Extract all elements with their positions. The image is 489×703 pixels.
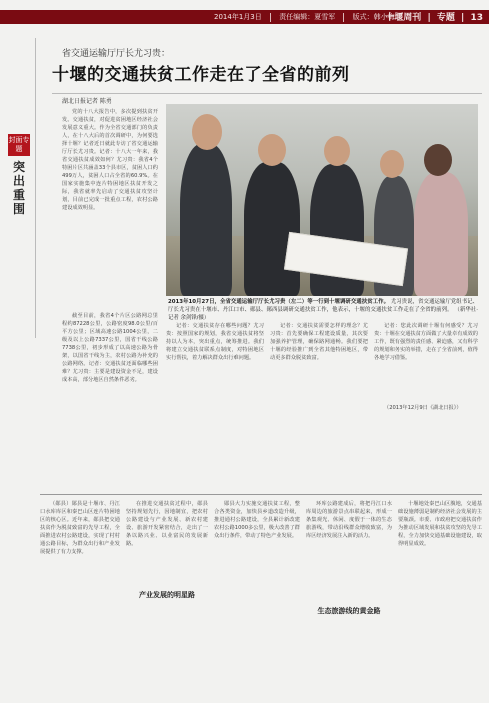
person-head	[324, 136, 350, 166]
header-meta	[214, 12, 395, 22]
section-divider	[40, 494, 482, 495]
divider	[270, 13, 271, 22]
column-text: 记者：您此次调研十堰有何感受？尤习贵：十堰在交通扶贫方面做了大量卓有成效的工作，既有强烈的责任感、紧迫感，又有科学的规划和务实的举措，走在了全省前列，值得各地学习借鉴。	[374, 323, 478, 361]
caption-credit: （新华社·记者 余剑锋/摄）	[168, 307, 478, 321]
source-note	[374, 404, 478, 420]
header-section: 十堰周刊 | 专题 | 13	[385, 13, 483, 23]
article-column-4	[270, 322, 368, 490]
bottom-column-3	[214, 500, 300, 695]
person-head	[424, 144, 452, 176]
designer-credit: 版式：韩小梅	[352, 13, 395, 21]
column-text: 郧县大力实施交通扶贫工程，整合各类资金，加快县乡道改造升级，推进通村公路建设，全县累计新改建农村公路1000多公里，极大改善了群众出行条件，带动了特色产业发展。	[214, 501, 300, 539]
column-text: 记者：交通扶贫需要怎样的理念？尤习贵：首先要确保工程建设质量，其次要加强养护管理，确保路网通畅。我们要把十堰的经验推广到全省其他特困地区，带动更多群众脱贫致富。	[270, 323, 368, 361]
person-head	[192, 114, 222, 150]
column-text: 记者：交通扶贫存在哪些问题？尤习贵：按照国家的规划，我省交通扶贫将坚持以人为本，突出重点，统筹推进。我们将建立交通扶贫联系点制度，对特困地区实行帮扶，着力解决群众出行难问题。	[166, 323, 264, 361]
article-column-2	[62, 312, 158, 490]
article-kicker: 省交通运输厅厅长尤习贵：	[62, 49, 171, 59]
column-text: 在推进交通扶贫过程中，郧县坚持规划先行，因地制宜，把农村公路建设与产业发展、新农村建设、旅游开发紧密结合，走出了一条以路兴业、以业富民的发展新路。	[126, 501, 208, 547]
column-text: 环库公路建成后，将把丹江口水库周边的旅游景点串联起来，形成一条集观光、休闲、度假于一体的生态旅游线，带动沿线群众增收致富，为库区经济发展注入新的活力。	[306, 501, 392, 539]
sidebar-divider	[35, 38, 36, 338]
caption-lead: 2013年10月27日，全省交通运输厅厅长尤习贵（左二）等一行到十堰调研交通扶贫工作。	[168, 299, 390, 305]
subhead-tourism: 生态旅游线的黄金路	[317, 607, 381, 615]
column-name: 专题	[436, 13, 455, 23]
person-figure	[414, 172, 468, 296]
subhead-industry: 产业发展的明星路	[139, 591, 195, 599]
issue-date: 2014年1月3日	[214, 13, 262, 21]
column-text: 十堰地处秦巴山区腹地，交通基础设施薄弱是制约经济社会发展的主要瓶颈。市委、市政府把交通扶贫作为推动区域发展和扶贫攻坚的先导工程，全力加快交通基础设施建设，取得明显成效。	[398, 501, 482, 547]
bottom-column-1	[40, 500, 120, 695]
header-bar	[0, 10, 489, 24]
headline-rule	[52, 93, 482, 94]
article-byline: 湖北日报记者 陈勇	[62, 98, 112, 105]
person-figure	[180, 144, 232, 296]
article-column-5	[374, 322, 478, 402]
article-column-1	[62, 108, 158, 308]
bottom-column-4	[306, 500, 392, 600]
bottom-column-5	[398, 500, 482, 695]
page-number: 13	[470, 13, 483, 23]
section-tag: 封面专题	[8, 134, 30, 156]
article-photo	[166, 104, 478, 296]
column-text: 党的十八大报告中，多次提到扶贫开发。交通扶贫，对促进贫困地区经济社会发展意义重大。作为全省交通部门的负责人，在十八大后的首次调研中，为何要选择十堰？记者近日就此专访了省交通运输厅厅长尤习贵。记者：十八大一年来，我省交通扶贫成效如何？尤习贵：我省4个特困片区共涵盖33个县市区，贫困人口约499万人，贫困人口占全省的60.9%。在国家实施集中连片特困地区扶贫开发之际，我省就率先启动了交通扶贫攻坚计划，目前已完成一批重点工程，农村公路建设成效明显。	[62, 109, 158, 211]
article-headline: 十堰的交通扶贫工作走在了全省的前列	[52, 65, 350, 85]
person-figure	[244, 162, 300, 296]
divider	[343, 13, 344, 22]
photo-caption	[168, 298, 478, 322]
person-head	[380, 150, 404, 178]
section-title: 突出重围	[13, 160, 26, 216]
article-column-3	[166, 322, 264, 490]
editor-credit: 责任编辑：夏雪军	[279, 13, 336, 21]
caption-text: 尤习贵说，省交通运输厅党组书记、厅长尤习贵在十堰市、丹江口市、郧县、郧西县调研交通扶贫工作，他表示，十堰的交通扶贫工作走在了全省的前列。	[168, 299, 478, 313]
person-head	[258, 134, 286, 166]
source-text: （2013年12月9日《湖北日报》）	[384, 405, 462, 411]
section-name: 十堰周刊	[385, 13, 422, 23]
column-text: 截至目前，我省4个片区公路网总里程约87228公里，公路密度98.0公里/百平方公里；区域高速公路1004公里，二级及以上公路7337公里，国省干线公路7738公里，初步形成了以高速公路为骨架，以国省干线为主，农村公路为补充的公路网络。记者：交通扶贫还面临哪些困难？尤习贵：主要是建设资金不足，建设成本高，部分地区自然条件恶劣。	[62, 313, 158, 383]
bottom-column-2a	[126, 500, 208, 586]
column-text: （郧县）郧县是十堰市、丹江口水库库区和秦巴山区连片特困地区的核心区。近年来，郧县把交通扶贫作为脱贫致富的先导工程，全面推进农村公路建设，实现了村村通公路目标，为群众出行和产业发展提供了有力支撑。	[40, 501, 120, 555]
